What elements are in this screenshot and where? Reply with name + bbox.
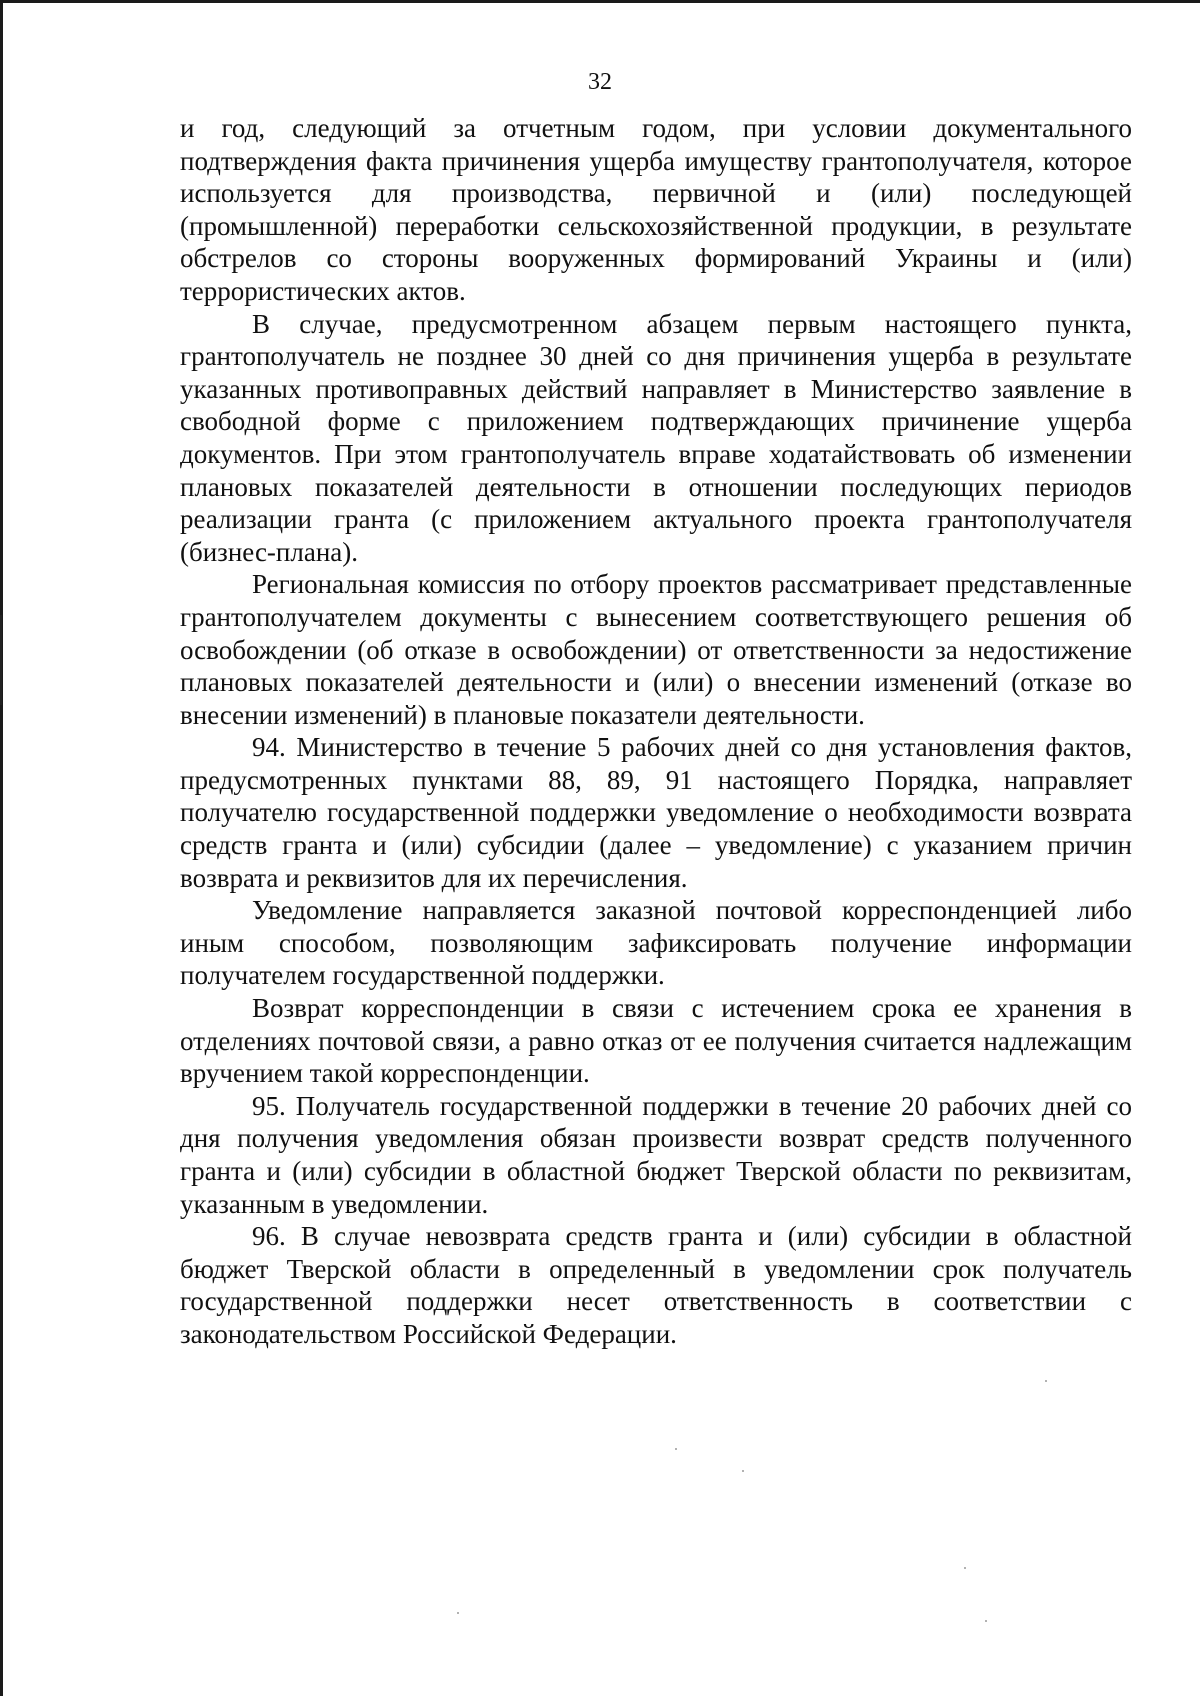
scan-edge-top bbox=[0, 0, 1200, 3]
scan-mark bbox=[0, 890, 2, 1010]
paragraph: Возврат корреспонденции в связи с истечением срока ее хранения в отделениях почтовой связи, а равно отказ от ее получения считается надлежащим вручением такой корреспонденции. bbox=[180, 993, 1132, 1089]
paragraph-clause-94: 94. Министерство в течение 5 рабочих дней со дня установления фактов, предусмотренных пунктами 88, 89, 91 настоящего Порядка, направляет получателю государственной поддержки уведомление о необходимости возврата средств гранта и (или) субсидии (далее – уведомление) с указанием причин возврата и реквизитов для их перечисления. bbox=[180, 732, 1132, 893]
scan-speck bbox=[985, 1620, 987, 1622]
scan-speck bbox=[964, 1567, 966, 1569]
paragraph: Региональная комиссия по отбору проектов рассматривает представленные грантополучателем документы с вынесением соответствующего решения об освобождении (об отказе в освобождении) от ответственности за недостижение плановых показателей деятельности и (или) о внесении изменений (отказе во внесении изменений) в плановые показатели деятельности. bbox=[180, 569, 1132, 730]
scan-speck bbox=[457, 1612, 459, 1614]
scan-mark bbox=[0, 615, 2, 705]
paragraph: Уведомление направляется заказной почтовой корреспонденцией либо иным способом, позволяющим зафиксировать получение информации получателем государственной поддержки. bbox=[180, 895, 1132, 991]
scan-speck bbox=[675, 1448, 677, 1450]
scan-edge-left bbox=[0, 0, 3, 1696]
scan-speck bbox=[742, 1470, 744, 1472]
scan-speck bbox=[1045, 1380, 1047, 1382]
paragraph: и год, следующий за отчетным годом, при условии документального подтверждения факта причинения ущерба имуществу грантополучателя, которое используется для производства, первичной и (или) последующей (промышленной) переработки сельскохозяйственной продукции, в результате обстрелов со стороны вооруженных формирований Украины и (или) террористических актов. bbox=[180, 113, 1132, 306]
page-number: 32 bbox=[588, 69, 612, 95]
paragraph: В случае, предусмотренном абзацем первым настоящего пункта, грантополучатель не позднее 30 дней со дня причинения ущерба в результате указанных противоправных действий направляет в Министерство заявление в свободной форме с приложением подтверждающих причинение ущерба документов. При этом грантополучатель вправе ходатайствовать об изменении плановых показателей деятельности в отношении последующих периодов реализации гранта (с приложением актуального проекта грантополучателя (бизнес-плана). bbox=[180, 308, 1132, 567]
paragraph-clause-95: 95. Получатель государственной поддержки в течение 20 рабочих дней со дня получения уведомления обязан произвести возврат средств полученного гранта и (или) субсидии в областной бюджет Тверской области по реквизитам, указанным в уведомлении. bbox=[180, 1090, 1132, 1219]
document-body bbox=[180, 112, 1132, 1351]
paragraph-clause-96: 96. В случае невозврата средств гранта и (или) субсидии в областной бюджет Тверской области в определенный в уведомлении срок получатель государственной поддержки несет ответственность в соответствии с законодательством Российской Федерации. bbox=[180, 1221, 1132, 1349]
